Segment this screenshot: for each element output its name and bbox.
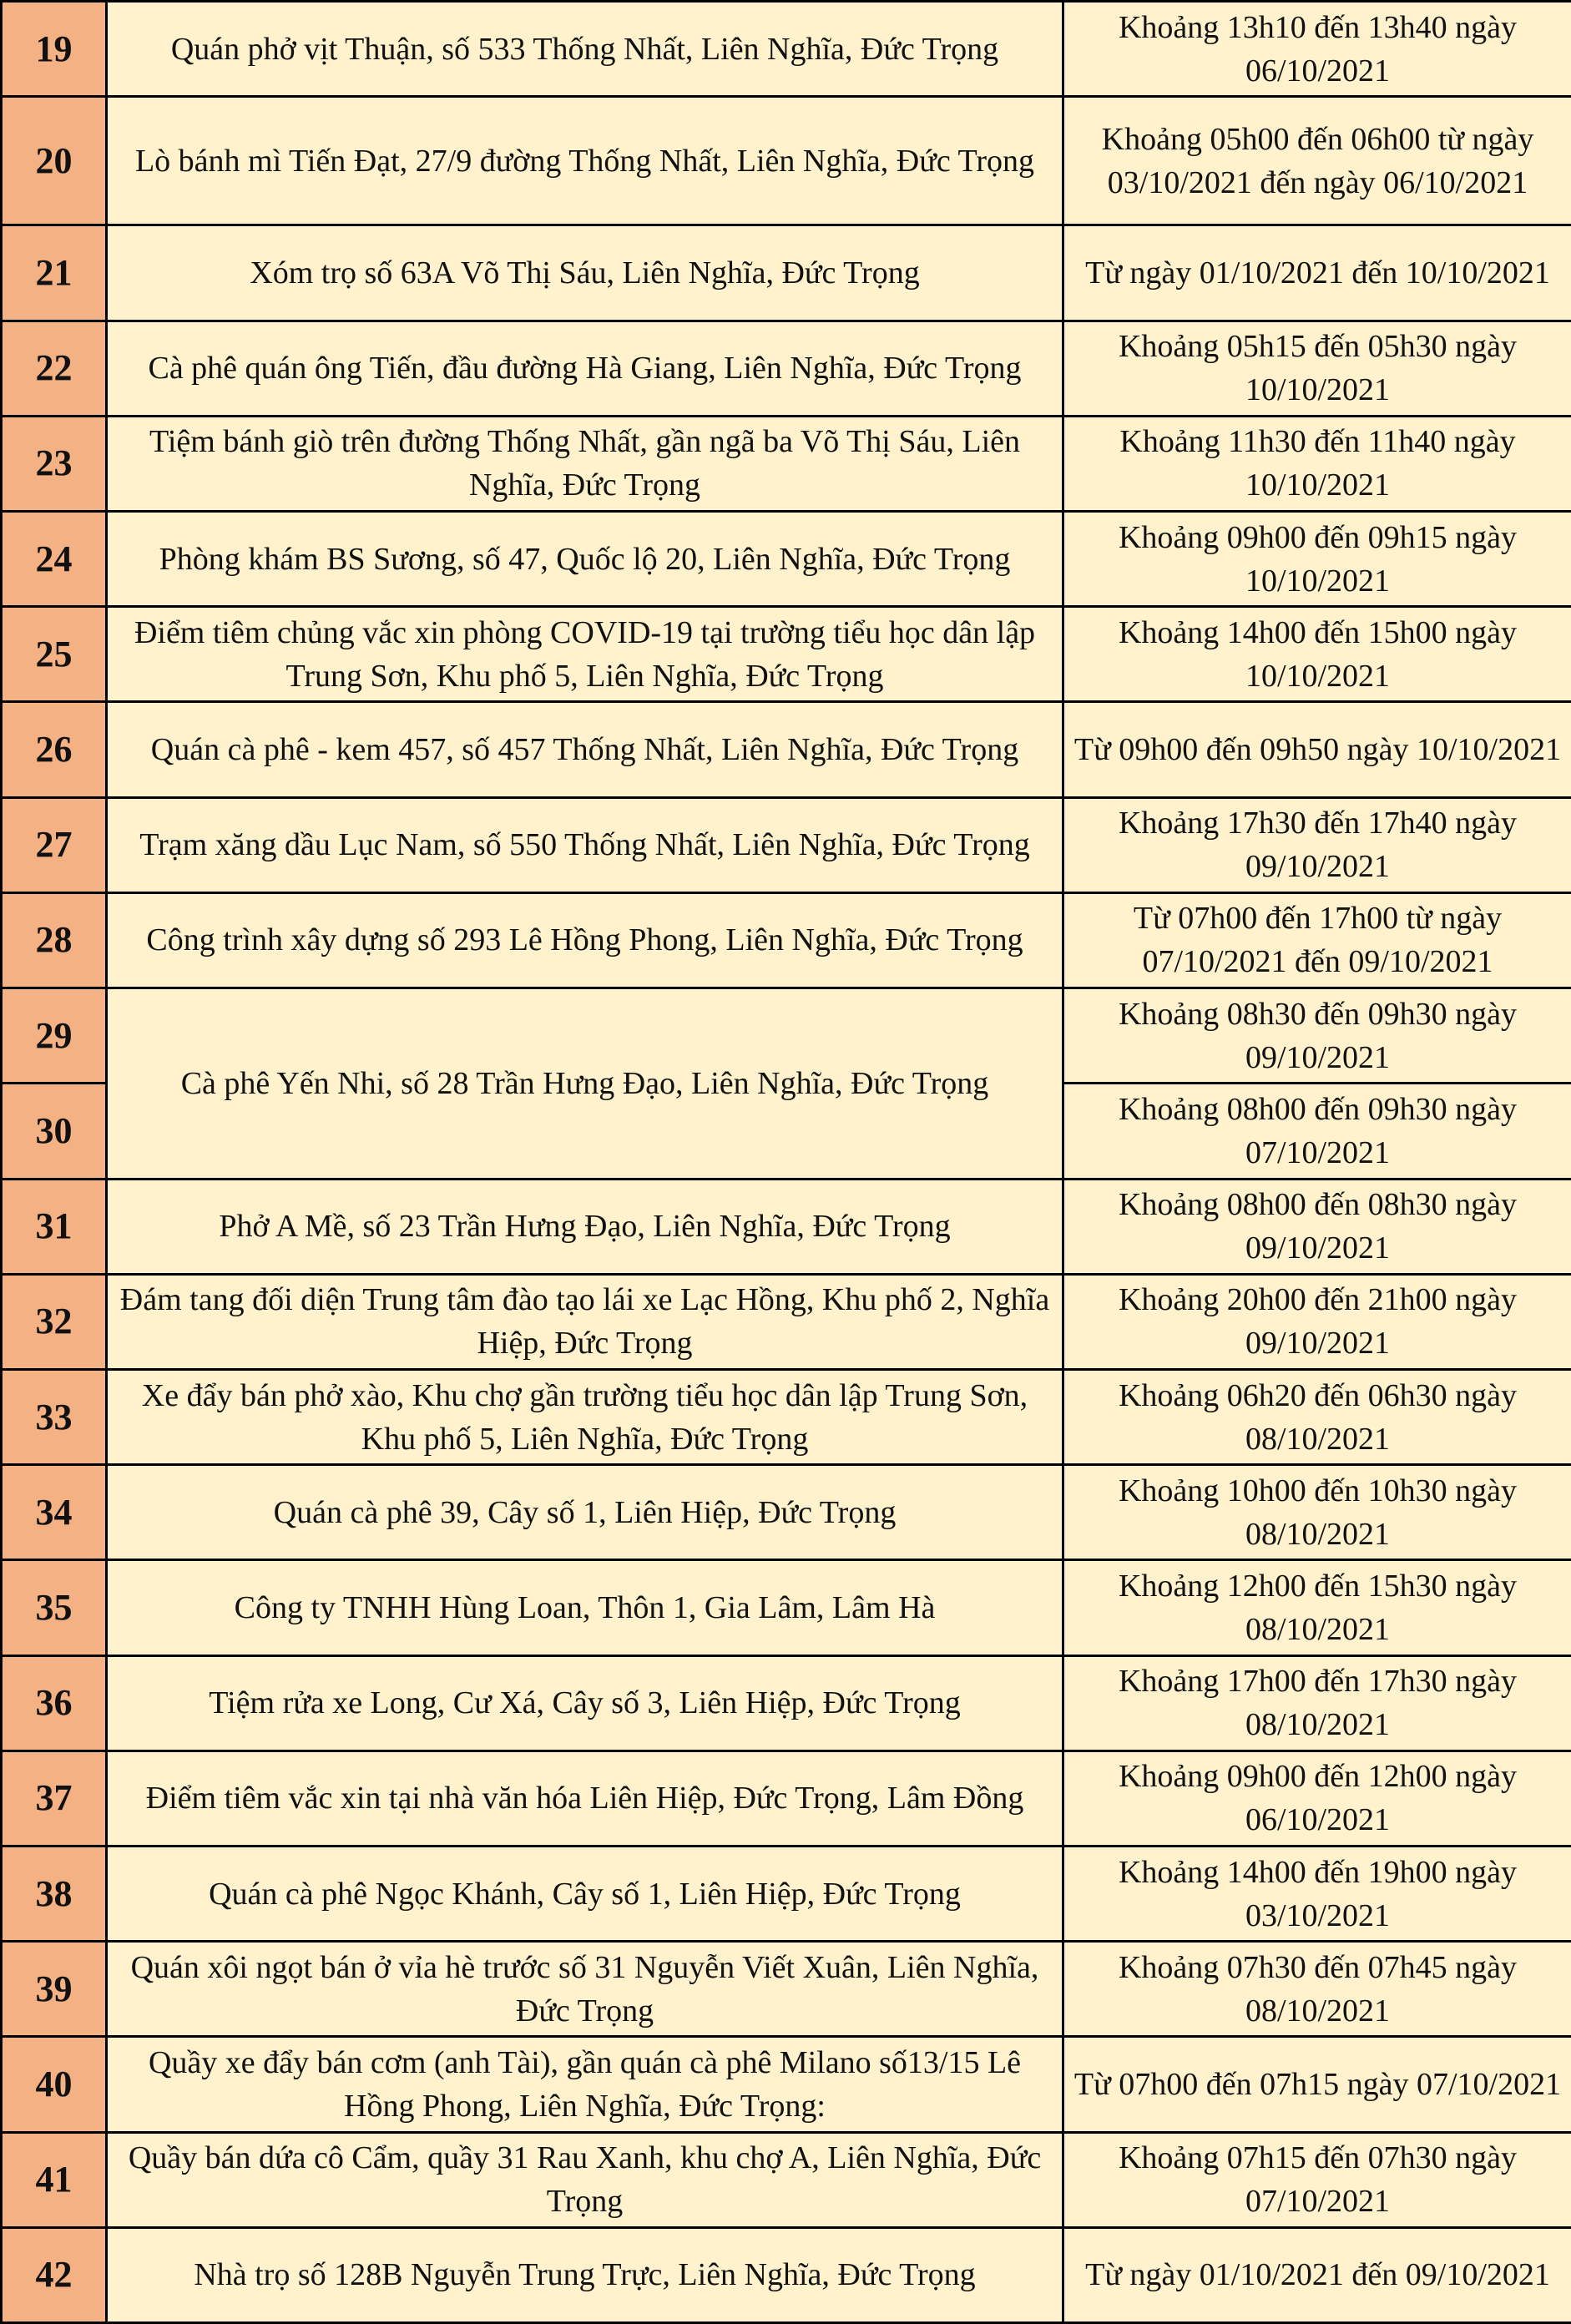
time-cell: Khoảng 20h00 đến 21h00 ngày 09/10/2021	[1063, 1274, 1571, 1369]
row-number: 19	[2, 2, 107, 97]
time-cell: Từ 09h00 đến 09h50 ngày 10/10/2021	[1063, 702, 1571, 797]
table-row	[2, 1560, 1571, 1655]
time-cell: Từ 07h00 đến 07h15 ngày 07/10/2021	[1063, 2037, 1571, 2132]
table-row	[2, 1465, 1571, 1560]
table-row	[2, 225, 1571, 321]
location-cell: Điểm tiêm vắc xin tại nhà văn hóa Liên Hiệp, Đức Trọng, Lâm Đồng	[107, 1751, 1063, 1846]
time-cell: Khoảng 08h30 đến 09h30 ngày 09/10/2021	[1063, 988, 1571, 1084]
row-number: 21	[2, 225, 107, 321]
time-cell: Khoảng 13h10 đến 13h40 ngày 06/10/2021	[1063, 2, 1571, 97]
time-cell: Khoảng 14h00 đến 15h00 ngày 10/10/2021	[1063, 607, 1571, 702]
location-cell: Xe đẩy bán phở xào, Khu chợ gần trường tiểu học dân lập Trung Sơn, Khu phố 5, Liên Nghĩa, Đức Trọng	[107, 1369, 1063, 1464]
time-cell: Khoảng 05h15 đến 05h30 ngày 10/10/2021	[1063, 321, 1571, 416]
time-cell: Từ ngày 01/10/2021 đến 10/10/2021	[1063, 225, 1571, 321]
location-cell: Tiệm rửa xe Long, Cư Xá, Cây số 3, Liên Hiệp, Đức Trọng	[107, 1655, 1063, 1751]
row-number: 29	[2, 988, 107, 1084]
time-cell: Khoảng 08h00 đến 08h30 ngày 09/10/2021	[1063, 1179, 1571, 1274]
row-number: 39	[2, 1942, 107, 2037]
row-number: 34	[2, 1465, 107, 1560]
time-cell: Khoảng 08h00 đến 09h30 ngày 07/10/2021	[1063, 1084, 1571, 1179]
table-row	[2, 512, 1571, 607]
table-row	[2, 2132, 1571, 2227]
row-number: 36	[2, 1655, 107, 1751]
location-cell: Công trình xây dựng số 293 Lê Hồng Phong, Liên Nghĩa, Đức Trọng	[107, 892, 1063, 988]
table-row	[2, 1942, 1571, 2037]
time-cell: Khoảng 09h00 đến 12h00 ngày 06/10/2021	[1063, 1751, 1571, 1846]
location-cell: Phòng khám BS Sương, số 47, Quốc lộ 20, Liên Nghĩa, Đức Trọng	[107, 512, 1063, 607]
table-row	[2, 2037, 1571, 2132]
row-number: 27	[2, 797, 107, 892]
row-number: 31	[2, 1179, 107, 1274]
location-cell: Quán cà phê 39, Cây số 1, Liên Hiệp, Đức Trọng	[107, 1465, 1063, 1560]
row-number: 20	[2, 97, 107, 225]
location-cell: Công ty TNHH Hùng Loan, Thôn 1, Gia Lâm, Lâm Hà	[107, 1560, 1063, 1655]
time-cell: Khoảng 14h00 đến 19h00 ngày 03/10/2021	[1063, 1846, 1571, 1941]
time-cell: Khoảng 07h30 đến 07h45 ngày 08/10/2021	[1063, 1942, 1571, 2037]
location-cell: Quán xôi ngọt bán ở vỉa hè trước số 31 Nguyễn Viết Xuân, Liên Nghĩa, Đức Trọng	[107, 1942, 1063, 2037]
row-number: 23	[2, 416, 107, 511]
row-number: 32	[2, 1274, 107, 1369]
row-number: 42	[2, 2227, 107, 2322]
time-cell: Khoảng 07h15 đến 07h30 ngày 07/10/2021	[1063, 2132, 1571, 2227]
row-number: 26	[2, 702, 107, 797]
row-number: 28	[2, 892, 107, 988]
location-cell: Cà phê quán ông Tiến, đầu đường Hà Giang, Liên Nghĩa, Đức Trọng	[107, 321, 1063, 416]
location-cell: Phở A Mề, số 23 Trần Hưng Đạo, Liên Nghĩa, Đức Trọng	[107, 1179, 1063, 1274]
location-cell: Xóm trọ số 63A Võ Thị Sáu, Liên Nghĩa, Đức Trọng	[107, 225, 1063, 321]
time-cell: Khoảng 09h00 đến 09h15 ngày 10/10/2021	[1063, 512, 1571, 607]
table-row	[2, 702, 1571, 797]
location-cell: Đám tang đối diện Trung tâm đào tạo lái xe Lạc Hồng, Khu phố 2, Nghĩa Hiệp, Đức Trọng	[107, 1274, 1063, 1369]
table-row	[2, 1179, 1571, 1274]
location-cell: Trạm xăng dầu Lục Nam, số 550 Thống Nhất, Liên Nghĩa, Đức Trọng	[107, 797, 1063, 892]
location-cell: Quán cà phê - kem 457, số 457 Thống Nhất, Liên Nghĩa, Đức Trọng	[107, 702, 1063, 797]
time-cell: Từ 07h00 đến 17h00 từ ngày 07/10/2021 đến 09/10/2021	[1063, 892, 1571, 988]
row-number: 30	[2, 1084, 107, 1179]
row-number: 35	[2, 1560, 107, 1655]
table-row	[2, 1369, 1571, 1464]
table-row	[2, 416, 1571, 511]
table-row	[2, 1846, 1571, 1941]
time-cell: Khoảng 10h00 đến 10h30 ngày 08/10/2021	[1063, 1465, 1571, 1560]
row-number: 37	[2, 1751, 107, 1846]
time-cell: Khoảng 17h30 đến 17h40 ngày 09/10/2021	[1063, 797, 1571, 892]
time-cell: Khoảng 06h20 đến 06h30 ngày 08/10/2021	[1063, 1369, 1571, 1464]
location-cell: Quán cà phê Ngọc Khánh, Cây số 1, Liên Hiệp, Đức Trọng	[107, 1846, 1063, 1941]
time-cell: Khoảng 11h30 đến 11h40 ngày 10/10/2021	[1063, 416, 1571, 511]
table-row	[2, 2, 1571, 97]
location-cell: Nhà trọ số 128B Nguyễn Trung Trực, Liên Nghĩa, Đức Trọng	[107, 2227, 1063, 2322]
table-row	[2, 97, 1571, 225]
row-number: 41	[2, 2132, 107, 2227]
table-row	[2, 988, 1571, 1084]
location-cell: Lò bánh mì Tiến Đạt, 27/9 đường Thống Nhất, Liên Nghĩa, Đức Trọng	[107, 97, 1063, 225]
location-cell: Cà phê Yến Nhi, số 28 Trần Hưng Đạo, Liên Nghĩa, Đức Trọng	[107, 988, 1063, 1179]
table-row	[2, 1751, 1571, 1846]
time-cell: Khoảng 05h00 đến 06h00 từ ngày 03/10/2021 đến ngày 06/10/2021	[1063, 97, 1571, 225]
location-cell: Quán phở vịt Thuận, số 533 Thống Nhất, Liên Nghĩa, Đức Trọng	[107, 2, 1063, 97]
time-cell: Từ ngày 01/10/2021 đến 09/10/2021	[1063, 2227, 1571, 2322]
time-cell: Khoảng 12h00 đến 15h30 ngày 08/10/2021	[1063, 1560, 1571, 1655]
table-row	[2, 797, 1571, 892]
table-row	[2, 1655, 1571, 1751]
row-number: 25	[2, 607, 107, 702]
table-row	[2, 892, 1571, 988]
table-row	[2, 607, 1571, 702]
table-row	[2, 1274, 1571, 1369]
row-number: 38	[2, 1846, 107, 1941]
location-cell: Quầy xe đẩy bán cơm (anh Tài), gần quán cà phê Milano số13/15 Lê Hồng Phong, Liên Nghĩa, Đức Trọng:	[107, 2037, 1063, 2132]
row-number: 33	[2, 1369, 107, 1464]
time-cell: Khoảng 17h00 đến 17h30 ngày 08/10/2021	[1063, 1655, 1571, 1751]
table-row	[2, 321, 1571, 416]
location-cell: Quầy bán dứa cô Cẩm, quầy 31 Rau Xanh, khu chợ A, Liên Nghĩa, Đức Trọng	[107, 2132, 1063, 2227]
row-number: 22	[2, 321, 107, 416]
row-number: 40	[2, 2037, 107, 2132]
row-number: 24	[2, 512, 107, 607]
location-cell: Tiệm bánh giò trên đường Thống Nhất, gần ngã ba Võ Thị Sáu, Liên Nghĩa, Đức Trọng	[107, 416, 1063, 511]
location-cell: Điểm tiêm chủng vắc xin phòng COVID-19 tại trường tiểu học dân lập Trung Sơn, Khu phố 5, Liên Nghĩa, Đức Trọng	[107, 607, 1063, 702]
table-row	[2, 2227, 1571, 2322]
